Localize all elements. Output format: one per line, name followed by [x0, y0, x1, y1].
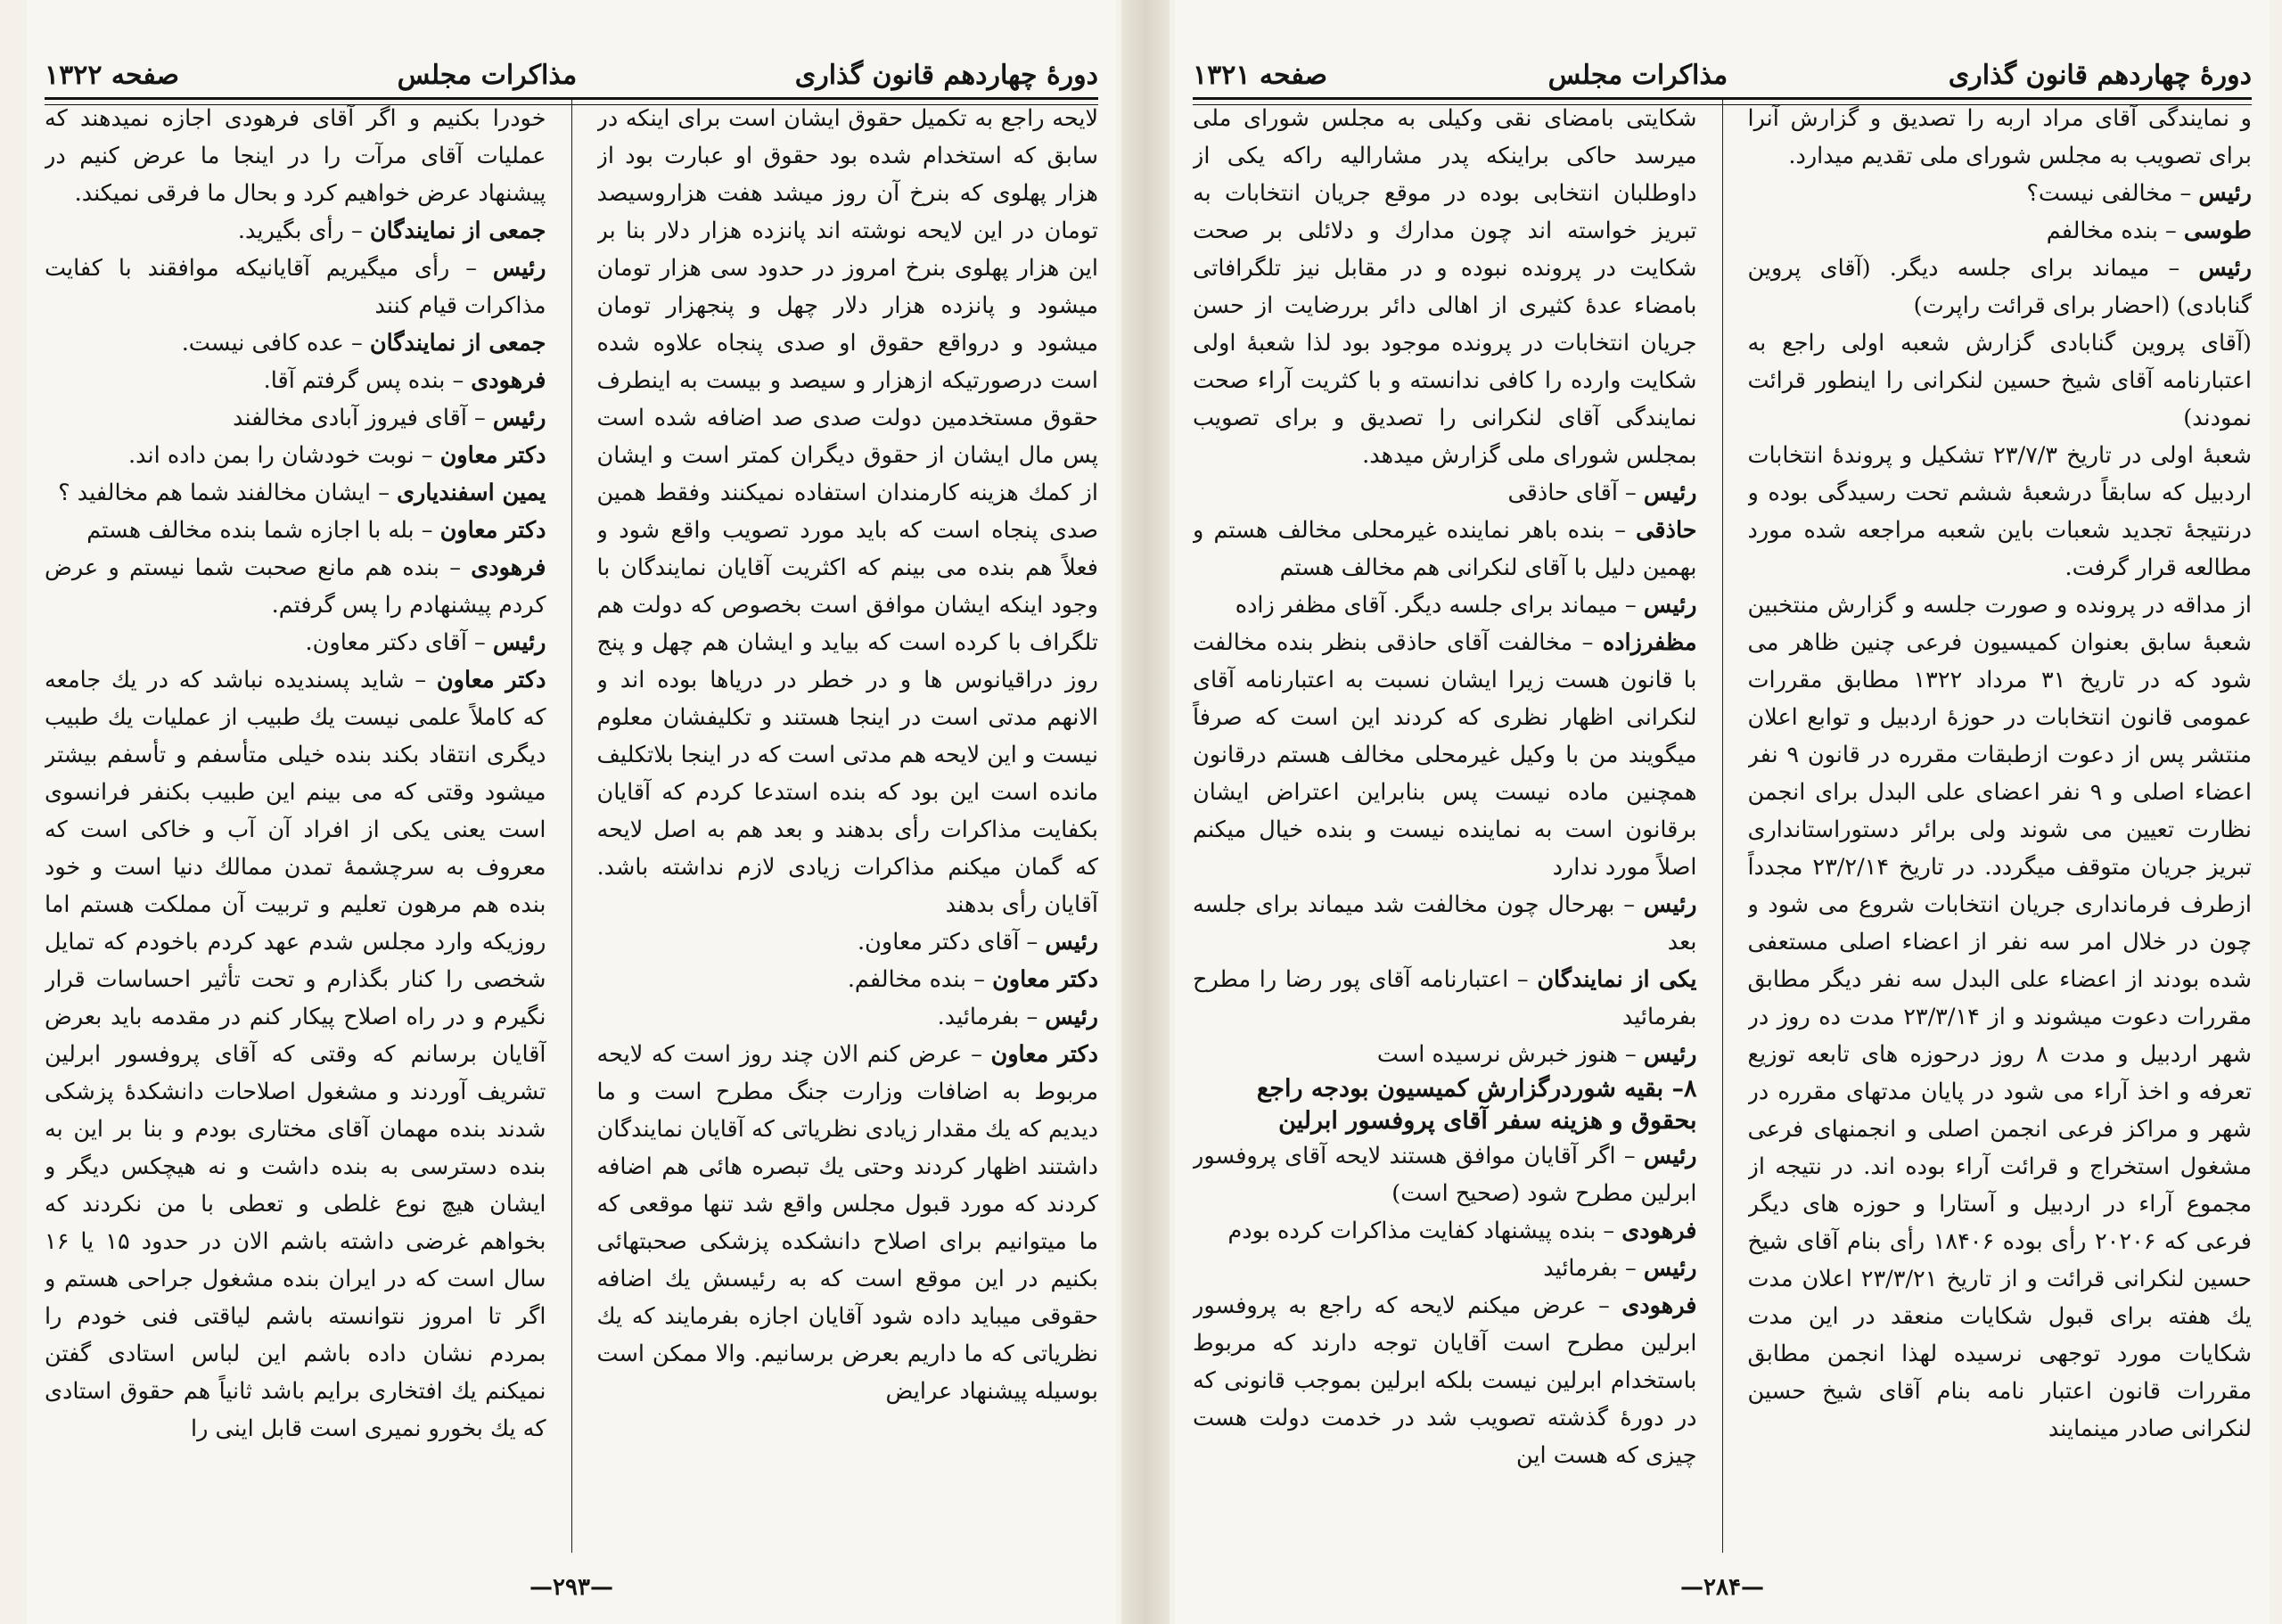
- speaker-name: فرهودی: [1621, 1218, 1697, 1244]
- speech-paragraph: مظفرزاده – مخالفت آقای حاذقی بنظر بنده مخالفت با قانون هست زیرا ایشان نسبت به اعتبارنامه آقای لنکرانی اظهار نظری که کردند این است که صرفاً میگویند من با وکیل غیرمحلی مخالف هستم درقانون همچنین ماده نیست پس بنابراین اعتراض ایشان برقانون است به نماینده نیست و بنده خیال میکنم اصلاً مورد ندارد: [1193, 629, 1697, 881]
- speaker-name: جمعی از نمایندگان: [369, 330, 546, 357]
- speaker-name: فرهودی: [471, 367, 546, 394]
- left-page-footer: —۲۹۳—: [529, 1574, 613, 1601]
- right-page-number: صفحه ۱۳۲۱: [1193, 60, 1328, 91]
- left-page: [27, 0, 1116, 1624]
- speaker-name: دکتر معاون: [990, 1041, 1098, 1068]
- speech-paragraph: دکتر معاون – بله با اجازه شما بنده مخالف هستم: [86, 517, 546, 544]
- speech-paragraph: جمعی از نمایندگان – رأی بگیرید.: [237, 217, 546, 244]
- speaker-name: جمعی از نمایندگان: [369, 217, 546, 244]
- right-page-right-column: [1748, 100, 2253, 1553]
- column-divider: [571, 100, 572, 1553]
- speech-paragraph: فرهودی – بنده پس گرفتم آقا.: [263, 367, 546, 394]
- right-page-left-column: [1193, 100, 1697, 1553]
- speech-paragraph: حاذقی – بنده باهر نماینده غیرمحلی مخالف هستم و بهمین دلیل با آقای لنکرانی هم مخالف هستم: [1193, 517, 1697, 581]
- speech-paragraph: دکتر معاون – بنده مخالفم.: [847, 966, 1098, 993]
- agenda-item-heading: ۸– بقیه شوردرگزارش کمیسیون بودجه راجع بحقوق و هزینه سفر آقای پروفسور ابرلین: [1256, 1075, 1697, 1135]
- speech-paragraph: رئیس – رأی میگیریم آقایانیکه موافقند با کفایت مذاکرات قیام کنند: [45, 255, 546, 319]
- speech-paragraph: فرهودی – بنده پیشنهاد کفایت مذاکرات کرده بودم: [1227, 1218, 1697, 1244]
- speaker-name: مظفرزاده: [1602, 629, 1697, 656]
- speech-paragraph: یمین اسفندیاری – ایشان مخالفند شما هم مخالفید ؟: [58, 480, 546, 506]
- column-divider: [1722, 100, 1723, 1553]
- speaker-name: رئیس: [1643, 1041, 1697, 1068]
- speech-paragraph: دکتر معاون – عرض کنم الان چند روز است که لایحه مربوط به اضافات وزارت جنگ مطرح است و ما دیدیم که یك مقدار زیادی نظریاتی که آقایان نمایندگان داشتند اظهار کردند وحتی یك تبصره هائی هم اضافه کردند که مورد قبول مجلس واقع شد تنها موقعی که ما میتوانیم برای اصلاح دانشکده پزشکی صحبتهائی بکنیم در این موقع است که به رئیسش یك اضافه حقوقی میباید داده شود آقایان اجازه بفرمایند که یك نظریاتی که ما داریم بعرض برسانیم. والا ممکن است بوسیله پیشنهاد عرایض: [596, 1041, 1098, 1405]
- right-page: [1175, 0, 2270, 1624]
- right-page-footer: —۲۸۴—: [1680, 1574, 1764, 1601]
- speaker-name: حاذقی: [1636, 517, 1697, 544]
- speaker-name: دکتر معاون: [439, 442, 546, 469]
- speaker-name: فرهودی: [471, 554, 546, 581]
- speech-paragraph: طوسی – بنده مخالفم: [2046, 217, 2252, 244]
- speaker-name: رئیس: [492, 255, 546, 282]
- speech-paragraph: رئیس – آقای دکتر معاون.: [305, 629, 546, 656]
- speaker-name: رئیس: [492, 629, 546, 656]
- speech-paragraph: رئیس – میماند برای جلسه دیگر. (آقای پروین گنابادی) (احضار برای قرائت راپرت): [1747, 255, 2252, 319]
- speaker-name: رئیس: [492, 405, 546, 431]
- left-page-section-title: مذاکرات مجلس: [397, 60, 578, 91]
- speech-paragraph: شکایتی بامضای نقی وکیلی به مجلس شورای ملی میرسد حاکی براینکه پدر مشارالیه راکه یکی از داوطلبان انتخابی بوده در موقع جریان انتخابات به تبریز خواسته اند چون مدارك و دلائلی بر صحت شکایت در پرونده نبوده و در مقابل نیز تلگرافاتی بامضاء عدهٔ کثیری از اهالی دائر بررضایت از حسن جریان انتخابات در پرونده موجود بود لذا شعبهٔ اولی شکایت وارده را کافی ندانسته و با کثریت آراء صحت نمایندگی آقای لنکرانی را تصدیق و برای تصویب بمجلس شورای ملی گزارش میدهد.: [1193, 105, 1697, 469]
- speaker-name: رئیس: [1643, 891, 1697, 918]
- speaker-name: رئیس: [1045, 929, 1098, 956]
- left-page-left-column: [45, 100, 546, 1553]
- speech-paragraph: جمعی از نمایندگان – عده کافی نیست.: [181, 330, 546, 357]
- speech-paragraph: رئیس – آقای حاذقی: [1507, 480, 1697, 506]
- left-page-right-column: [597, 100, 1099, 1553]
- right-page-header: [1193, 41, 2252, 91]
- speech-paragraph: از مداقه در پرونده و صورت جلسه و گزارش منتخبین شعبهٔ سابق بعنوان کمیسیون فرعی چنین ظاهر می شود که در تاریخ ۳۱ مرداد ۱۳۲۲ مطابق مقررات عمومی قانون انتخابات در حوزهٔ اردبیل و توابع اعلان منتشر پس از دعوت ازطبقات مقرره در قانون ۹ نفر اعضاء اصلی و ۹ نفر اعضای علی البدل برای انجمن نظارت تعیین می شوند ولی برائر دستوراستانداری تبریز جریان متوقف میگردد. در تاریخ ۲۳/۲/۱۴ مجدداً ازطرف فرمانداری جریان انتخابات شروع می شود و چون در خلال امر سه نفر از اعضاء اصلی مستعفی شده بودند از اعضاء علی البدل سه نفر دیگر مطابق مقررات دعوت میشوند و از ۲۳/۳/۱۴ مدت ده روز در شهر اردبیل و مدت ۸ روز درحوزه های تابعه توزیع تعرفه و اخذ آراء می شود در پایان مدتهای مقرره در شهر و مراکز فرعی انجمن اصلی و انجمنهای فرعی مشغول استخراج و قرائت آراء بوده اند. در نتیجه از مجموع آراء در اردبیل و آستارا و حوزه های دیگر فرعی که ۲۰۲۰۶ رأی بوده ۱۸۴۰۶ رأی بنام آقای شیخ حسین لنکرانی قرائت و از تاریخ ۲۳/۳/۲۱ اعلان مدت یك هفته برای قبول شکایات منعقد در این مدت شکایات مورد توجهی نرسیده لهذا انجمن مطابق مقررات قانون اعتبار نامه بنام آقای شیخ حسین لنکرانی صادر مینمایند: [1747, 592, 2252, 1442]
- speech-paragraph: و نمایندگی آقای مراد اربه را تصدیق و گزارش آنرا برای تصویب به مجلس شورای ملی تقدیم میدارد.: [1747, 105, 2252, 169]
- speaker-name: طوسی: [2183, 217, 2252, 244]
- speech-paragraph: شعبهٔ اولی در تاریخ ۲۳/۷/۳ تشکیل و پروندهٔ انتخابات اردبیل که سابقاً درشعبهٔ ششم تحت رسیدگی بوده و درنتیجهٔ تجدید شعبات باین شعبه مراجعه شده مورد مطالعه قرار گرفت.: [1747, 442, 2252, 581]
- right-page-term-title: دورهٔ چهاردهم قانون گذاری: [1948, 60, 2252, 91]
- speaker-name: فرهودی: [1621, 1292, 1697, 1319]
- left-page-term-title: دورهٔ چهاردهم قانون گذاری: [794, 60, 1098, 91]
- speech-paragraph: رئیس – مخالفی نیست؟: [2026, 180, 2252, 207]
- speaker-name: رئیس: [1643, 480, 1697, 506]
- right-page-section-title: مذاکرات مجلس: [1547, 60, 1728, 91]
- speech-paragraph: فرهودی – بنده هم مانع صحبت شما نیستم و عرض کردم پیشنهادم را پس گرفتم.: [45, 554, 546, 619]
- speech-paragraph: رئیس – بفرمائید.: [937, 1004, 1098, 1030]
- speaker-name: رئیس: [1643, 592, 1697, 619]
- speaker-name: رئیس: [2198, 180, 2252, 207]
- speech-paragraph: لایحه راجع به تکمیل حقوق ایشان است برای اینکه در سابق که استخدام شده بود حقوق او عبارت بود از هزار پهلوی که بنرخ آن روز میشد هفت هزاروسیصد تومان در این لایحه نوشته اند پانزده هزار دلار بنا بر این هزار پهلوی بنرخ امروز در حدود سی هزار تومان میشود و پانزده هزار دلار چهل و پنجهزار تومان میشود و درواقع حقوق او صدی پنجاه علاوه شده است درصورتیکه ازهزار و سیصد و بیست به اینطرف حقوق مستخدمین دولت صدی صد اضافه شده است پس مال ایشان از حقوق دیگران کمتر است و ایشان از کمك هزینه کارمندان استفاده نمیکنند وفقط همین صدی پنجاه است که باید مورد تصویب واقع شود و فعلاً هم بنده می بینم که اکثریت آقایان نمایندگان با وجود اینکه ایشان موافق است بخصوص که دولت هم تلگراف با کرده است که بیاید و ایشان هم چهل و پنج روز دراقیانوس ها و در خطر در دریاها بوده اند و الانهم مدتی است در اینجا هستند و تکلیفشان معلوم نیست و این لایحه هم مدتی است که در اینجا بلاتکلیف مانده است این بود که بنده استدعا کردم که آقایان بکفایت مذاکرات رأی بدهند و بعد هم به اصل لایحه که گمان میکنم مذاکرات زیادی لازم نداشته باشد. آقایان رأی بدهند: [596, 105, 1098, 918]
- speaker-name: دکتر معاون: [992, 966, 1098, 993]
- speaker-name: رئیس: [1045, 1004, 1098, 1030]
- book-gutter: [1121, 0, 1170, 1624]
- speaker-name: رئیس: [1643, 1143, 1697, 1169]
- speech-paragraph: خودرا بکنیم و اگر آقای فرهودی اجازه نمیدهند که عملیات آقای مرآت را در اینجا ما عرض کنیم در پیشنهاد عرض خواهیم کرد و بحال ما فرقی نمیکند.: [45, 105, 546, 207]
- speech-paragraph: رئیس – آقای فیروز آبادی مخالفند: [233, 405, 546, 431]
- speaker-name: رئیس: [2198, 255, 2252, 282]
- speech-paragraph: رئیس – بهرحال چون مخالفت شد میماند برای جلسه بعد: [1193, 891, 1697, 956]
- speaker-name: یمین اسفندیاری: [397, 480, 546, 506]
- speech-paragraph: رئیس – آقای دکتر معاون.: [858, 929, 1098, 956]
- left-page-number: صفحه ۱۳۲۲: [45, 60, 180, 91]
- speech-paragraph: دکتر معاون – شاید پسندیده نباشد که در یك جامعه که کاملاً علمی نیست یك طبیب از عملیات یك طبیب دیگری انتقاد بکند بنده خیلی متأسفم و تأسفم بیشتر میشود وقتی که می بینم این طبیب بکنفر فرانسوی است یعنی یکی از افراد آن آب و خاکی است که معروف به سرچشمهٔ تمدن ممالك دنیا است و خود بنده هم مرهون تعلیم و تربیت آن مملکت هستم اما روزیکه وارد مجلس شدم عهد کردم باخودم که تمایل شخصی را کنار بگذارم و تحت تأثیر احساسات قرار نگیرم و در راه اصلاح پیکار کنم در مقدمه باید بعرض آقایان برسانم که وقتی که آقای پروفسور ابرلین تشریف آوردند و مشغول اصلاحات دانشکدهٔ پزشکی شدند بنده مهمان آقای مختاری بودم و بنا بر این به بنده دسترسی به بنده داشت و نه هیچکس دیگر و ایشان هیچ نوع غلطی و تعطی با من نکردند که بخواهم غرضی داشته باشم الان در حدود ۱۵ یا ۱۶ سال است که در ایران بنده مشغول جراحی هستم و اگر تا امروز نتوانسته باشم لیاقتی فنی خودم را بمردم نشان داده باشم این لباس استادی گفتن نمیکنم یك افتخاری برایم باشد ثانیاً هم حقوق استادی که یك بخورو نمیری است قابل اینی را: [45, 667, 546, 1442]
- speech-paragraph: دکتر معاون – نوبت خودشان را بمن داده اند.: [128, 442, 546, 469]
- left-page-header: [45, 41, 1098, 91]
- speech-paragraph: رئیس – میماند برای جلسه دیگر. آقای مظفر زاده: [1235, 592, 1697, 619]
- speech-paragraph: (آقای پروین گنابادی گزارش شعبه اولی راجع به اعتبارنامه آقای شیخ حسین لنکرانی را اینطور قرائت نمودند): [1747, 330, 2252, 431]
- right-page-columns: [1193, 100, 2252, 1553]
- speech-paragraph: یکی از نمایندگان – اعتبارنامه آقای پور رضا را مطرح بفرمائید: [1193, 966, 1697, 1030]
- left-page-columns: [45, 100, 1098, 1553]
- speech-paragraph: رئیس – اگر آقایان موافق هستند لایحه آقای پروفسور ابرلین مطرح شود (صحیح است): [1193, 1143, 1697, 1207]
- speaker-name: دکتر معاون: [436, 667, 546, 693]
- speaker-name: رئیس: [1643, 1255, 1697, 1282]
- speech-paragraph: رئیس – بفرمائید: [1543, 1255, 1697, 1282]
- speaker-name: یکی از نمایندگان: [1537, 966, 1697, 993]
- speech-paragraph: رئیس – هنوز خبرش نرسیده است: [1376, 1041, 1697, 1068]
- speech-paragraph: فرهودی – عرض میکنم لایحه که راجع به پروفسور ابرلین مطرح است آقایان توجه دارند که مربوط باستخدام ابرلین نیست بلکه ابرلین بموجب قانونی که در دورهٔ گذشته تصویب شد در خدمت دولت هست چیزی که هست این: [1193, 1292, 1697, 1469]
- speaker-name: دکتر معاون: [439, 517, 546, 544]
